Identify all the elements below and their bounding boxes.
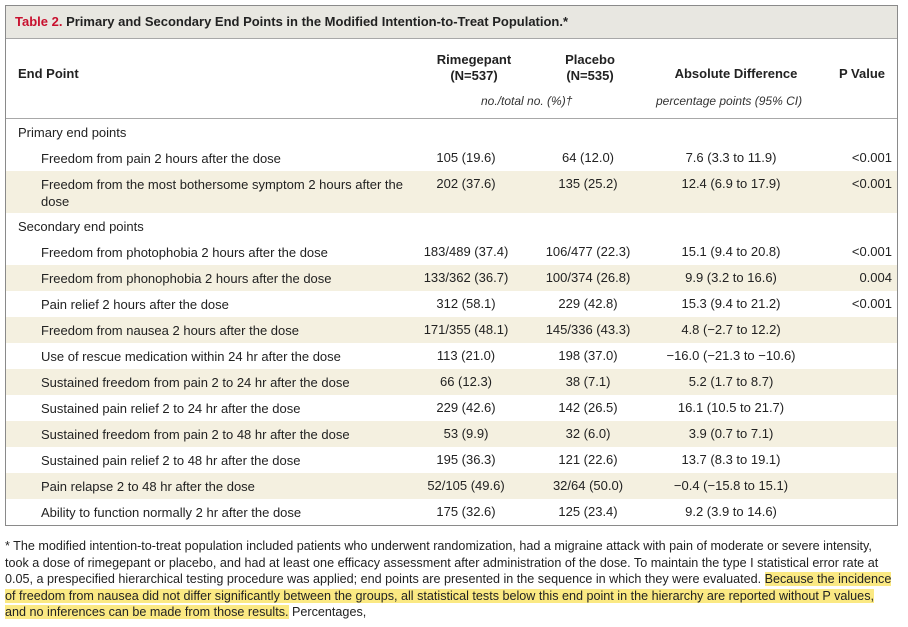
row-p-value: <0.001 — [851, 176, 892, 191]
row-placebo: 142 (26.5) — [558, 400, 618, 415]
row-rimegepant: 202 (37.6) — [436, 176, 496, 191]
row-absolute-difference: 9.9 (3.2 to 16.6) — [685, 270, 777, 285]
footnote-tail: Percentages, — [288, 605, 367, 619]
header-absolute-difference: Absolute Difference — [674, 66, 798, 81]
row-absolute-difference: 5.2 (1.7 to 8.7) — [688, 374, 774, 389]
row-absolute-difference: 4.8 (−2.7 to 12.2) — [681, 322, 781, 337]
table-row — [6, 145, 897, 171]
table-row — [6, 265, 897, 291]
row-absolute-difference: −16.0 (−21.3 to −10.6) — [666, 348, 796, 363]
table-row — [6, 499, 897, 525]
row-placebo: 100/374 (26.8) — [545, 270, 631, 285]
row-rimegepant: 171/355 (48.1) — [423, 322, 509, 337]
table-row — [6, 239, 897, 265]
row-end-point: Pain relief 2 hours after the dose — [41, 297, 229, 312]
row-absolute-difference: 12.4 (6.9 to 17.9) — [681, 176, 781, 191]
footnote-highlight: Because the incidence of freedom from nausea did not differ significantly between the groups, all statistical tests below this end point in the hierarchy are reported without P values, and no inferences can be made from those results. — [5, 572, 892, 619]
table-row — [6, 291, 897, 317]
table-header — [6, 39, 897, 119]
row-absolute-difference: 7.6 (3.3 to 11.9) — [685, 150, 777, 165]
table-row — [6, 473, 897, 499]
row-end-point: Sustained freedom from pain 2 to 48 hr after the dose — [41, 427, 350, 442]
header-rimegepant — [414, 52, 534, 84]
primary-rows — [6, 145, 897, 213]
section-primary — [6, 119, 897, 145]
secondary-rows — [6, 239, 897, 525]
section-secondary — [6, 213, 897, 239]
header-p-value: P Value — [838, 66, 885, 81]
row-p-value: <0.001 — [851, 244, 892, 259]
row-rimegepant: 66 (12.3) — [439, 374, 493, 389]
footnote — [5, 538, 895, 621]
row-rimegepant: 175 (32.6) — [436, 504, 496, 519]
table-row — [6, 447, 897, 473]
table-row — [6, 369, 897, 395]
header-placebo-n: (N=535) — [566, 68, 614, 83]
row-absolute-difference: 16.1 (10.5 to 21.7) — [677, 400, 785, 415]
row-placebo: 121 (22.6) — [558, 452, 618, 467]
row-absolute-difference: 15.1 (9.4 to 20.8) — [681, 244, 781, 259]
row-p-value: <0.001 — [851, 150, 892, 165]
header-rimegepant-n: (N=537) — [450, 68, 498, 83]
table-row — [6, 395, 897, 421]
row-absolute-difference: 15.3 (9.4 to 21.2) — [681, 296, 781, 311]
row-p-value: <0.001 — [851, 296, 892, 311]
row-end-point: Freedom from photophobia 2 hours after the dose — [41, 245, 328, 260]
header-placebo — [534, 52, 646, 84]
row-rimegepant: 113 (21.0) — [436, 348, 496, 363]
row-placebo: 145/336 (43.3) — [545, 322, 631, 337]
units-counts: no./total no. (%)† — [481, 94, 573, 108]
row-end-point: Sustained freedom from pain 2 to 24 hr after the dose — [41, 375, 350, 390]
row-end-point: Sustained pain relief 2 to 48 hr after the dose — [41, 453, 301, 468]
row-end-point: Freedom from pain 2 hours after the dose — [41, 151, 281, 166]
row-rimegepant: 312 (58.1) — [436, 296, 496, 311]
row-absolute-difference: 13.7 (8.3 to 19.1) — [681, 452, 781, 467]
table-title-text: Primary and Secondary End Points in the Modified Intention-to-Treat Population.* — [62, 14, 569, 29]
row-placebo: 229 (42.8) — [558, 296, 618, 311]
units-difference: percentage points (95% CI) — [656, 94, 803, 108]
row-placebo: 64 (12.0) — [561, 150, 615, 165]
row-placebo: 32 (6.0) — [565, 426, 611, 441]
row-rimegepant: 105 (19.6) — [436, 150, 496, 165]
row-end-point: Pain relapse 2 to 48 hr after the dose — [41, 479, 255, 494]
row-placebo: 135 (25.2) — [558, 176, 618, 191]
section-primary-label: Primary end points — [18, 125, 127, 140]
row-p-value: 0.004 — [859, 270, 892, 285]
row-placebo: 106/477 (22.3) — [545, 244, 631, 259]
table-number: Table 2. — [15, 14, 63, 29]
table-row — [6, 317, 897, 343]
row-placebo: 32/64 (50.0) — [552, 478, 624, 493]
table-row — [6, 421, 897, 447]
table-row — [6, 343, 897, 369]
row-placebo: 125 (23.4) — [558, 504, 618, 519]
header-end-point: End Point — [18, 66, 79, 81]
row-rimegepant: 52/105 (49.6) — [427, 478, 505, 493]
row-absolute-difference: 9.2 (3.9 to 14.6) — [685, 504, 777, 519]
row-rimegepant: 183/489 (37.4) — [423, 244, 509, 259]
table-row — [6, 171, 897, 213]
row-end-point: Sustained pain relief 2 to 24 hr after the dose — [41, 401, 301, 416]
footnote-text: * The modified intention-to-treat population included patients who underwent randomization, had a migraine attack with pain of moderate or severe intensity, took a dose of rimegepant or placebo, and had at least one efficacy assessment after administration of the dose. To maintain the type I statistical error rate at 0.05, a prespecified hierarchical testing procedure was applied; end points are presented in the sequence in which they were evaluated. — [5, 539, 879, 586]
row-rimegepant: 133/362 (36.7) — [423, 270, 509, 285]
row-absolute-difference: 3.9 (0.7 to 7.1) — [688, 426, 774, 441]
header-rimegepant-label: Rimegepant — [436, 52, 512, 67]
row-end-point: Freedom from phonophobia 2 hours after the dose — [41, 271, 332, 286]
section-secondary-label: Secondary end points — [18, 219, 144, 234]
row-end-point: Freedom from the most bothersome symptom 2 hours after the dose — [41, 177, 403, 209]
row-end-point: Freedom from nausea 2 hours after the dose — [41, 323, 299, 338]
row-end-point: Ability to function normally 2 hr after the dose — [41, 505, 302, 520]
row-placebo: 38 (7.1) — [565, 374, 611, 389]
row-absolute-difference: −0.4 (−15.8 to 15.1) — [673, 478, 789, 493]
row-rimegepant: 195 (36.3) — [436, 452, 496, 467]
row-placebo: 198 (37.0) — [558, 348, 618, 363]
row-end-point: Use of rescue medication within 24 hr after the dose — [41, 349, 341, 364]
row-rimegepant: 229 (42.6) — [436, 400, 496, 415]
header-placebo-label: Placebo — [565, 52, 615, 67]
results-table — [5, 5, 898, 526]
table-title — [6, 6, 897, 39]
row-rimegepant: 53 (9.9) — [443, 426, 489, 441]
